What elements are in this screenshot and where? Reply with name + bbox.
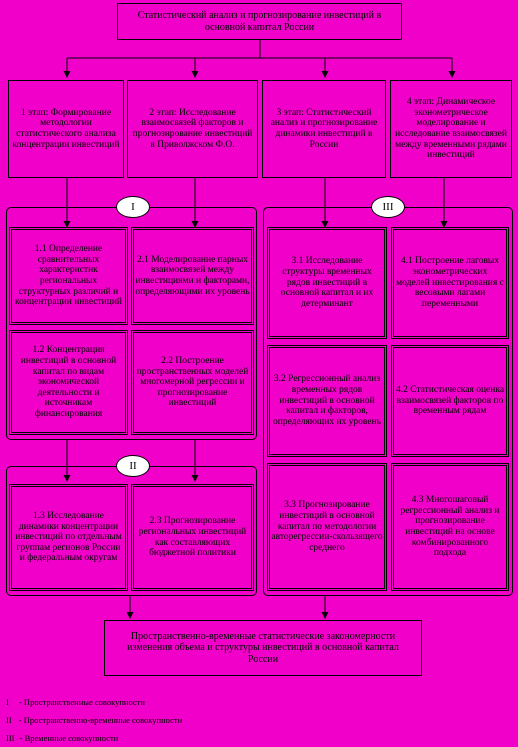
g3-item-3-1: 3.1 Исследование структуры временных рядов инвестиций в основной капитал и их детерминант bbox=[267, 227, 387, 339]
g3-item-4-1: 4.1 Построение лаговых эконометрических моделей инвестирования с весовыми лагами переменными bbox=[391, 227, 509, 339]
stage-3-box: 3 этап: Статистический анализ и прогнозирование динамики инвестиций в России bbox=[262, 80, 386, 178]
g3-item-4-3: 4.3 Многошаговый регрессионный анализ и прогнозирование инвестиций на основе комбинированного подхода bbox=[391, 463, 509, 591]
legend-item-3 bbox=[6, 734, 118, 743]
legend-text: - Пространственные совокупности bbox=[18, 697, 145, 707]
legend-item-1 bbox=[6, 698, 145, 707]
diagram-title: Статистический анализ и прогнозирование инвестиций в основной капитал России bbox=[117, 3, 402, 40]
g2-item-1-3: 1.3 Исследование динамики концентрации инвестиций по отдельным группам регионов России и федеральным округам bbox=[9, 484, 128, 591]
legend-item-2 bbox=[6, 716, 182, 725]
g3-item-4-2: 4.2 Статистическая оценка взаимосвязей факторов по временным рядам bbox=[391, 345, 509, 457]
legend-text: - Пространственно-временные совокупности bbox=[18, 715, 183, 725]
legend-mark: II bbox=[6, 715, 12, 725]
group-ii-label: II bbox=[116, 455, 150, 477]
g3-item-3-3: 3.3 Прогнозирование инвестиций в основной капитал по методологии авторегрессии-скользящего среднего bbox=[267, 463, 387, 591]
conclusion-box: Пространственно-временные статистические закономерности изменения объема и структуры инвестиций в основной капитал России bbox=[104, 620, 422, 676]
stage-2-box: 2 этап: Исследование взаимосвязей факторов и прогнозирование инвестиций в Приволжском Ф.О. bbox=[127, 80, 258, 178]
legend-mark: I bbox=[6, 697, 9, 707]
legend-mark: III bbox=[6, 733, 15, 743]
g1-item-2-1: 2.1 Моделирование парных взаимосвязей между инвестициями и факторами, определяющими их уровень bbox=[131, 227, 254, 325]
stage-4-box: 4 этап: Динамическое эконометрическое моделирование и исследование взаимосвязей между временными рядами инвестиций bbox=[390, 80, 512, 178]
stage-1-box: 1 этап: Формирование методологии статистического анализа концентрации инвестиций bbox=[8, 80, 124, 178]
g2-item-2-3: 2.3 Прогнозирование региональных инвестиций как составляющих бюджетной политики bbox=[131, 484, 254, 591]
group-iii-label: III bbox=[371, 196, 405, 218]
legend-text: - Временные совокупности bbox=[19, 733, 119, 743]
g1-item-1-2: 1.2 Концентрация инвестиций в основной капитал по видам экономической деятельности и источникам финансирования bbox=[9, 330, 128, 435]
group-i-label: I bbox=[116, 196, 150, 218]
g1-item-1-1: 1.1 Определение сравнительных характеристик региональных структурных различий и концентрации инвестиций bbox=[9, 227, 128, 325]
g3-item-3-2: 3.2 Регрессионный анализ временных рядов инвестиций в основной капитал и факторов, определяющих их уровень bbox=[267, 345, 387, 457]
g1-item-2-2: 2.2 Построение пространственных моделей многомерной регрессии и прогнозирование инвестиций bbox=[131, 330, 254, 435]
